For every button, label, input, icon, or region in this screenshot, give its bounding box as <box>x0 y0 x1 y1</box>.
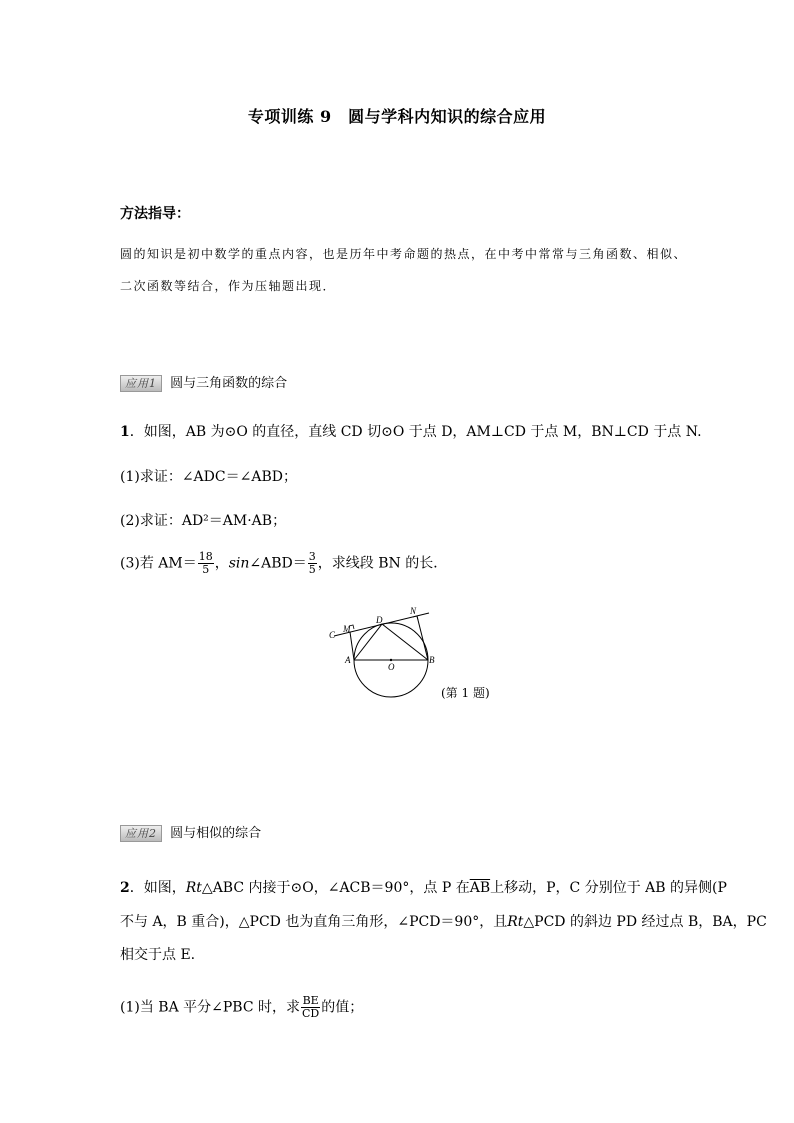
question-2-line-3: 相交于点 E. <box>120 947 196 963</box>
label-d: D <box>376 615 383 625</box>
question-1-part-3: (3)若 AM＝ $\frac{18}{5}$ ，sin∠ABD＝ $\frac{3}{5}$ ，求线段 BN 的长． <box>120 550 448 576</box>
section-1-label: 圆与三角函数的综合 <box>170 376 288 391</box>
section-2-header <box>120 822 261 842</box>
right-angle-n <box>413 616 418 620</box>
section-1-header <box>120 372 287 392</box>
section-2-tag: 应用2 <box>120 825 162 842</box>
section-2-label: 圆与相似的综合 <box>170 826 262 841</box>
label-c: C <box>329 630 336 640</box>
label-a: A <box>345 655 351 665</box>
arc-ab: $\overline{AB}$ <box>469 880 491 896</box>
figure-1 <box>325 600 440 700</box>
segment-bd <box>382 624 428 660</box>
section-1-tag: 应用1 <box>120 375 162 392</box>
fraction-18-5: $\frac{18}{5}$ <box>198 550 213 576</box>
center-dot <box>390 659 392 661</box>
label-n: N <box>410 606 417 616</box>
question-1-number: 1 <box>120 424 130 440</box>
label-m: M <box>343 624 351 634</box>
figure-1-caption: (第 1 题) <box>441 686 490 700</box>
q1p3-text-a: (3)若 AM＝ <box>120 555 197 572</box>
question-2-part-1: (1)当 BA 平分∠PBC 时，求 $\frac{BE}{CD}$ 的值； <box>120 994 364 1020</box>
question-1-part-1: (1)求证：∠ADC＝∠ABD； <box>120 469 297 485</box>
question-2-number: 2 <box>120 880 130 896</box>
method-line-2: 二次函数等结合，作为压轴题出现． <box>120 279 337 293</box>
method-heading: 方法指导： <box>120 206 190 222</box>
question-2-line-1: 2．如图，Rt△ABC 内接于⊙O，∠ACB＝90°，点 P 在$\overline{AB}$上移动，P，C 分别位于 AB 的异侧(P <box>120 880 727 896</box>
segment-am <box>350 632 354 660</box>
question-1-stem <box>120 421 702 441</box>
page-title: 专项训练 9 圆与学科内知识的综合应用 <box>247 107 547 126</box>
question-1-text: ．如图，AB 为⊙O 的直径，直线 CD 切⊙O 于点 D，AM⊥CD 于点 M，BN⊥CD 于点 N. <box>129 424 702 440</box>
fraction-3-5: $\frac{3}{5}$ <box>308 550 316 576</box>
label-o: O <box>388 662 395 672</box>
label-b: B <box>429 655 435 665</box>
method-line-1: 圆的知识是初中数学的重点内容，也是历年中考命题的热点，在中考中常常与三角函数、相似、 <box>120 247 688 261</box>
question-2-line-2: 不与 A，B 重合)，△PCD 也为直角三角形，∠PCD＝90°，且Rt△PCD 的斜边 PD 经过点 B，BA，PC <box>120 914 767 930</box>
segment-bn <box>417 616 428 660</box>
question-1-part-2: (2)求证：AD²＝AM·AB； <box>120 513 287 529</box>
fraction-be-cd: $\frac{BE}{CD}$ <box>302 994 320 1020</box>
sin-symbol: sin <box>228 555 250 572</box>
